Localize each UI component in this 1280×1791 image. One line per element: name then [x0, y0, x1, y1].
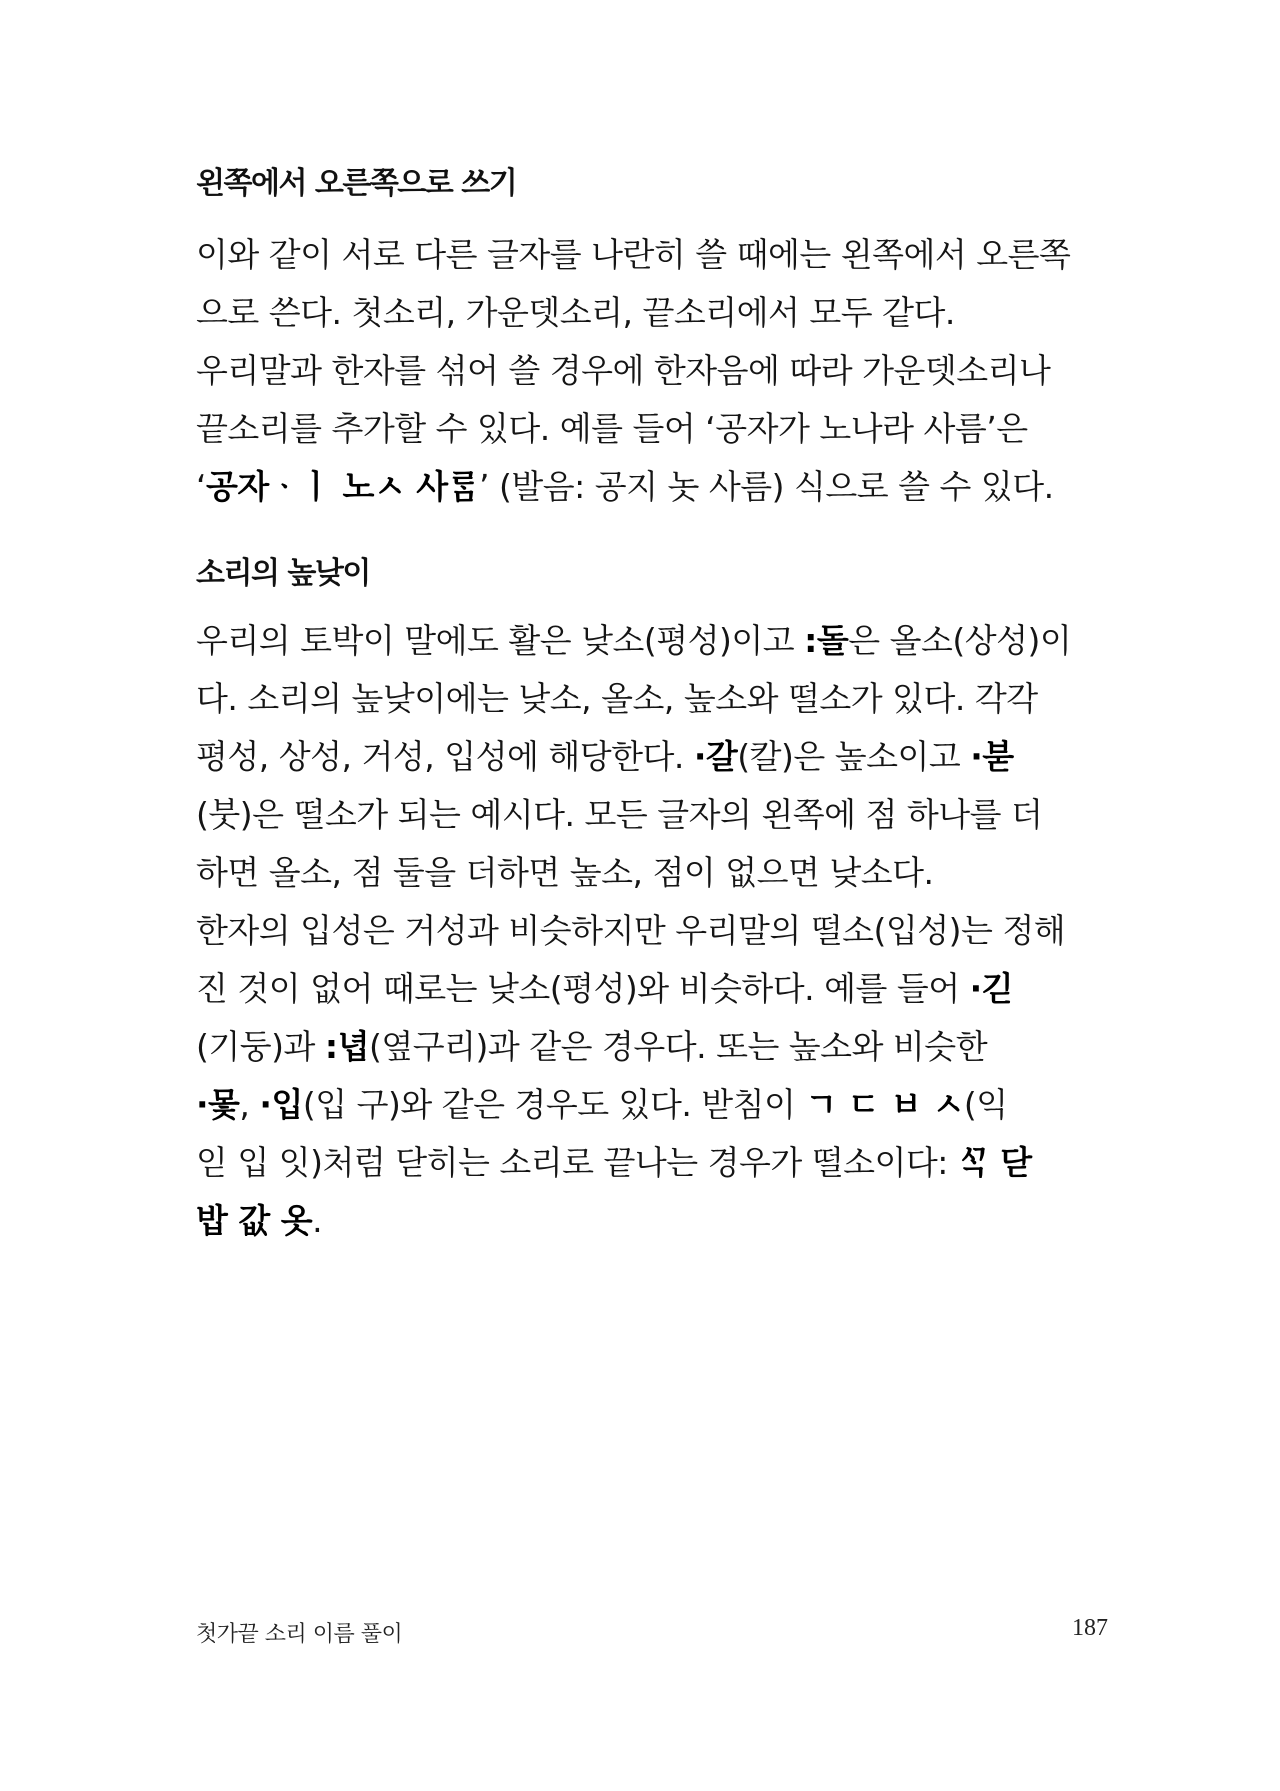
old-hangul-example: :녑: [324, 1027, 369, 1066]
paragraph-line: [196, 728, 1108, 786]
old-hangul-example: ·몿: [196, 1085, 240, 1124]
old-hangul-example: ᄭᆞᆨ 닫: [957, 1143, 1032, 1182]
text-run: (입 구)와 같은 경우도 있다. 받침이: [302, 1085, 806, 1124]
text-run: 진 것이 없어 때로는 낮소(평성)와 비슷하다. 예를 들어: [196, 969, 970, 1008]
paragraph-line: [196, 902, 1108, 960]
paragraph-line: 끝소리를 추가할 수 있다. 예를 들어 ‘공자가 노나라 사름’은: [196, 409, 1028, 448]
old-hangul-example: :돌: [804, 621, 849, 660]
old-hangul-example: 밥 값 옷: [196, 1201, 313, 1240]
text-run: 은 올소(상성)이: [848, 621, 1072, 660]
old-hangul-example: ·긷: [969, 969, 1014, 1008]
paragraph-line: 으로 쓴다. 첫소리, 가운뎃소리, 끝소리에서 모두 같다.: [196, 293, 955, 332]
text-run: 한자의 입성은 거성과 비슷하지만 우리말의 떨소(입성)는 정해: [196, 911, 1066, 950]
paragraph-line: 이와 같이 서로 다른 글자를 나란히 쓸 때에는 왼쪽에서 오른쪽: [196, 235, 1071, 274]
paragraph-line: [196, 786, 1108, 844]
text-run: (붓)은 떨소가 되는 예시다. 모든 글자의 왼쪽에 점 하나를 더: [196, 795, 1043, 834]
section-heading-pitch: 소리의 높낮이: [196, 556, 370, 591]
text-run: 읻 입 잇)처럼 닫히는 소리로 끝나는 경우가 떨소이다:: [196, 1143, 958, 1182]
paragraph-line: 우리말과 한자를 섞어 쓸 경우에 한자음에 따라 가운뎃소리나: [196, 351, 1051, 390]
old-hangul-example: ·갈: [693, 737, 738, 776]
paragraph-line: [196, 1076, 1108, 1134]
paragraph-line: [196, 458, 1108, 516]
paragraph-line: [196, 844, 1108, 902]
section1-paragraph: [196, 226, 1108, 516]
page-number: 187: [1072, 1615, 1108, 1641]
quote-close: ’: [479, 467, 490, 506]
old-hangul-example: 공자ᆞㅣ 노ㅅ 사ᄅᆞᆷ: [206, 467, 480, 506]
pronunciation-text: (발음: 공지 놋 사름) 식으로 쓸 수 있다.: [489, 467, 1054, 506]
paragraph-line: [196, 1192, 1108, 1250]
paragraph-line: [196, 960, 1108, 1018]
text-run: .: [312, 1201, 323, 1240]
text-run: (옆구리)과 같은 경우다. 또는 높소와 비슷한: [368, 1027, 988, 1066]
paragraph-line: [196, 1134, 1108, 1192]
text-run: (익: [963, 1085, 1008, 1124]
text-run: (기둥)과: [196, 1027, 325, 1066]
section2-paragraph: [196, 612, 1108, 1250]
quote-open: ‘: [196, 467, 206, 506]
old-hangul-example: ·입: [259, 1085, 303, 1124]
text-run: 하면 올소, 점 둘을 더하면 높소, 점이 없으면 낮소다.: [196, 853, 934, 892]
paragraph-line: [196, 612, 1108, 670]
old-hangul-example: ·붇: [970, 737, 1014, 776]
paragraph-line: [196, 670, 1108, 728]
text-run: 평성, 상성, 거성, 입성에 해당한다.: [196, 737, 694, 776]
text-run: (칼)은 높소이고: [737, 737, 971, 776]
section-heading-left-to-right: 왼쪽에서 오른쪽으로 쓰기: [196, 166, 517, 201]
paragraph-line: [196, 1018, 1108, 1076]
text-run: ,: [239, 1085, 260, 1124]
document-page: [196, 0, 1108, 1791]
text-run: 우리의 토박이 말에도 활은 낮소(평성)이고: [196, 621, 805, 660]
running-title: 첫가끝 소리 이름 풀이: [196, 1622, 403, 1647]
text-run: 다. 소리의 높낮이에는 낮소, 올소, 높소와 떨소가 있다. 각각: [196, 679, 1038, 718]
final-consonants-list: ㄱ ㄷ ㅂ ㅅ: [805, 1085, 964, 1124]
